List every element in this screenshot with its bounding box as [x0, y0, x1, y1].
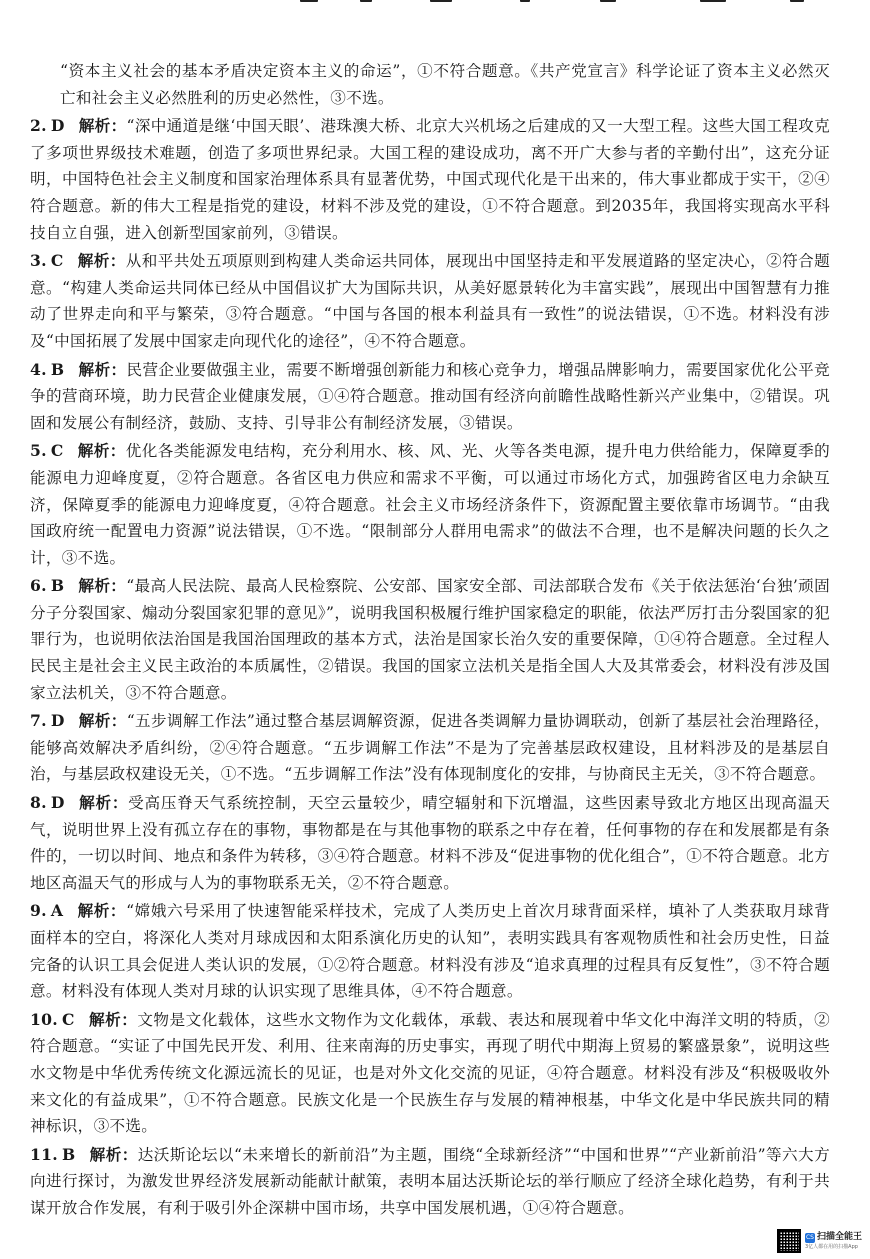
analysis-text: 文物是文化载体，这些水文物作为文化载体，承载、表达和展现着中华文化中海洋文明的特质，②符合题意。“实证了中国先民开发、利用、往来南海的历史事实，再现了明代中期海上贸易的繁盛景象”，说明这些水文物是中华优秀传统文化源远流长的见证，也是对外文化交流的见证，④符合题意。材料没有涉及“积极吸收外来文化的有益成果”，①不符合题意。民族文化是一个民族生存与发展的精神根基，中华文化是中华民族共同的精神标识，③不选。 [30, 1010, 830, 1136]
question-number: 8. [30, 793, 47, 813]
analysis-text: 达沃斯论坛以“未来增长的新前沿”为主题，围绕“全球新经济”“中国和世界”“产业新前沿”等六大方向进行探讨，为激发世界经济发展新动能献计献策，表明本届达沃斯论坛的举行顺应了经济全球化趋势，有利于共谋开放合作发展，有利于吸引外企深耕中国市场，共享中国发展机遇，①④符合题意。 [30, 1145, 830, 1217]
entries-list [30, 113, 830, 1221]
answer-explanations [30, 58, 830, 1224]
answer-entry [30, 708, 830, 788]
answer-entry [30, 790, 830, 896]
analysis-label: 解析： [77, 902, 127, 921]
top-cropped-header [0, 0, 870, 8]
answer-entry [30, 438, 830, 571]
answer-entry [30, 113, 830, 246]
scanner-watermark [777, 1229, 862, 1253]
qr-code-icon [777, 1229, 801, 1253]
brand-box [805, 1233, 862, 1250]
cs-logo-icon: CS [805, 1233, 814, 1241]
question-number: 7. [30, 711, 47, 731]
brand-name: 扫描全能王 [816, 1232, 862, 1242]
question-number: 5. [30, 441, 47, 461]
answer-letter: D [50, 711, 65, 731]
answer-letter: C [62, 1009, 75, 1029]
analysis-text: 从和平共处五项原则到构建人类命运共同体，展现出中国坚持走和平发展道路的坚定决心，②符合题意。“构建人类命运共同体已经从中国倡议扩大为国际共识，从美好愿景转化为丰富实践”，展现出中国智慧有力推动了世界走向和平与繁荣，③符合题意。“中国与各国的根本利益具有一致性”的说法错误，①不选。材料没有涉及“中国拓展了发展中国家走向现代化的途径”，④不符合题意。 [30, 252, 830, 350]
analysis-text: “深中通道是继‘中国天眼’、港珠澳大桥、北京大兴机场之后建成的又一大型工程。这些大国工程攻克了多项世界级技术难题，创造了多项世界纪录。大国工程的建设成功，离不开广大参与者的辛勤付出”，这充分证明，中国特色社会主义制度和国家治理体系具有显著优势，中国式现代化是干出来的，伟大事业都成于实干，②④符合题意。新的伟大工程是指党的建设，材料不涉及党的建设，①不符合题意。到2035年，我国将实现高水平科技自立自强，进入创新型国家前列，③错误。 [30, 117, 830, 242]
analysis-label: 解析： [78, 117, 127, 136]
answer-letter: B [50, 359, 65, 379]
analysis-label: 解析： [77, 252, 126, 271]
answer-entry [30, 898, 830, 1004]
question-number: 11. [30, 1144, 59, 1164]
answer-letter: B [62, 1144, 76, 1164]
analysis-text: 优化各类能源发电结构，充分利用水、核、风、光、火等各类电源，提升电力供给能力，保障夏季的能源电力迎峰度夏，②符合题意。各省区电力供应和需求不平衡，可以通过市场化方式，加强跨省区电力余缺互济，保障夏季的能源电力迎峰度夏，④符合题意。社会主义市场经济条件下，资源配置主要依靠市场调节。“由我国政府统一配置电力资源”说法错误，①不选。“限制部分人群用电需求”的做法不合理，也不是解决问题的长久之计，③不选。 [30, 442, 830, 567]
answer-entry [30, 573, 830, 706]
analysis-label: 解析： [78, 794, 129, 813]
analysis-label: 解析： [89, 1145, 138, 1164]
answer-letter: C [50, 441, 64, 461]
analysis-text: 民营企业要做强主业，需要不断增强创新能力和核心竞争力，增强品牌影响力，需要国家优化公平竞争的营商环境，助力民营企业健康发展，①④符合题意。推动国有经济向前瞻性战略性新兴产业集中，②错误。巩固和发展公有制经济，鼓励、支持、引导非公有制经济发展，③错误。 [30, 360, 830, 432]
analysis-label: 解析： [88, 1010, 138, 1029]
analysis-label: 解析： [77, 442, 126, 461]
answer-letter: D [50, 116, 65, 136]
brand-sub: 3亿人都在用的扫描App [804, 1243, 858, 1250]
analysis-text: 受高压脊天气系统控制，天空云量较少，晴空辐射和下沉增温，这些因素导致北方地区出现高温天气，说明世界上没有孤立存在的事物，事物都是在与其他事物的联系之中存在着，任何事物的存在和发展都是有条件的，一切以时间、地点和条件为转移，③④符合题意。材料不涉及“促进事物的优化组合”，①不符合题意。北方地区高温天气的形成与人为的事物联系无关，②不符合题意。 [30, 794, 830, 892]
brand-line [805, 1233, 862, 1243]
question-number: 2. [30, 116, 47, 136]
question-number: 6. [30, 576, 47, 596]
analysis-text: “最高人民法院、最高人民检察院、公安部、国家安全部、司法部联合发布《关于依法惩治‘台独’顽固分子分裂国家、煽动分裂国家犯罪的意见》”，说明我国积极履行维护国家稳定的职能，依法严厉打击分裂国家的犯罪行为，也说明依法治国是我国治国理政的基本方式，法治是国家长治久安的重要保障，①④符合题意。全过程人民民主是社会主义民主政治的本质属性，②错误。我国的国家立法机关是指全国人大及其常委会，材料没有涉及国家立法机关，③不符合题意。 [30, 577, 830, 702]
answer-letter: C [50, 251, 64, 271]
analysis-label: 解析： [78, 712, 127, 731]
answer-entry [30, 1007, 830, 1140]
continued-paragraph: “资本主义社会的基本矛盾决定资本主义的命运”，①不符合题意。《共产党宣言》科学论证了资本主义必然灭亡和社会主义必然胜利的历史必然性，③不选。 [60, 62, 830, 107]
analysis-text: “嫦娥六号采用了快速智能采样技术，完成了人类历史上首次月球背面采样，填补了人类获取月球背面样本的空白，将深化人类对月球成因和太阳系演化历史的认知”，表明实践具有客观物质性和社会历史性，日益完备的认识工具会促进人类认识的发展，①②符合题意。材料没有涉及“追求真理的过程具有反复性”，③不符合题意。材料没有体现人类对月球的认识实现了思维具体，④不符合题意。 [30, 902, 830, 1001]
answer-entry [30, 1142, 830, 1222]
analysis-text: “五步调解工作法”通过整合基层调解资源，促进各类调解力量协调联动，创新了基层社会治理路径，能够高效解决矛盾纠纷，②④符合题意。“五步调解工作法”不是为了完善基层政权建设，且材料涉及的是基层自治，与基层政权建设无关，①不选。“五步调解工作法”没有体现制度化的安排，与协商民主无关，③不符合题意。 [30, 712, 830, 784]
answer-letter: D [50, 793, 65, 813]
answer-entry [30, 248, 830, 354]
answer-entry [30, 357, 830, 437]
question-number: 4. [30, 359, 47, 379]
answer-letter: A [50, 901, 64, 921]
analysis-label: 解析： [78, 360, 127, 379]
question-number: 3. [30, 251, 47, 271]
analysis-label: 解析： [78, 577, 127, 596]
question-number: 9. [30, 901, 47, 921]
answer-letter: B [50, 576, 65, 596]
question-number: 10. [30, 1009, 59, 1029]
